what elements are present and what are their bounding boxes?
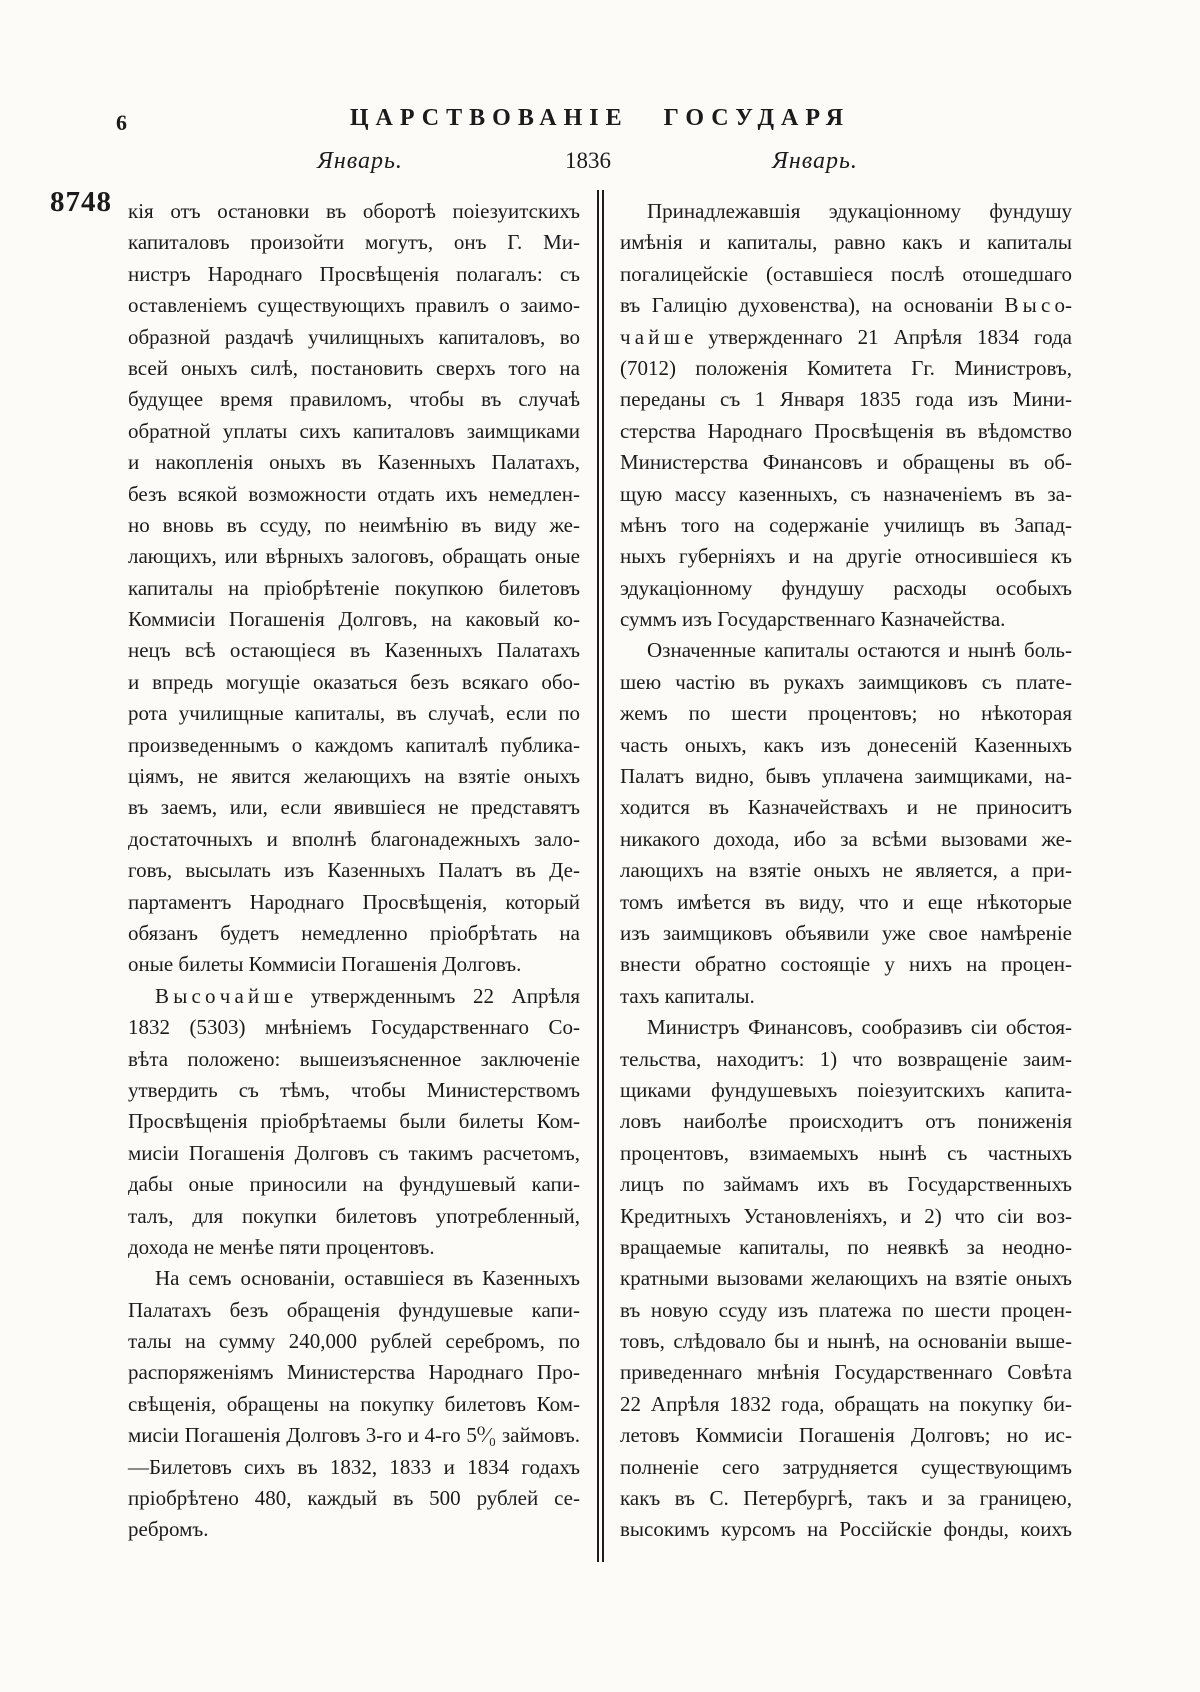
text-line: лающихъ на взятіе оныхъ не является, а при-	[620, 858, 1072, 883]
text-line: ребромъ.	[128, 1517, 209, 1542]
text-line: лицъ по займамъ ихъ въ Государственныхъ	[620, 1172, 1072, 1197]
text-line: въ Галицію духовенства), на основаніи В ы с о-	[620, 293, 1072, 318]
text-line: дабы оные приносили на фундушевый капи-	[128, 1172, 580, 1197]
text-line: Министерства Финансовъ и обращены въ об-	[620, 450, 1072, 475]
text-line: образной раздачѣ училищныхъ капиталовъ, во	[128, 324, 580, 349]
text-line: щую массу казенныхъ, съ назначеніемъ въ за-	[620, 481, 1072, 506]
text-line: капиталовъ произойти могутъ, онъ Г. Ми-	[128, 230, 580, 255]
text-line: мисіи Погашенія Долговъ 3-го и 4-го 5⁰⁄₀ займовъ.	[128, 1423, 580, 1448]
text-line: приведеннаго мнѣнія Государственнаго Совѣта	[620, 1360, 1072, 1385]
text-line: нистръ Народнаго Просвѣщенія полагалъ: съ	[128, 261, 580, 286]
text-line: кратными вызовами желающихъ на взятіе оныхъ	[620, 1266, 1072, 1291]
running-title: ЦАРСТВОВАНІЕ ГОСУДАРЯ	[349, 105, 851, 131]
text-line: 1832 (5303) мнѣніемъ Государственнаго Со-	[128, 1015, 580, 1040]
left-column-text	[128, 196, 580, 1546]
text-line: томъ имѣется въ виду, что и еще нѣкоторые	[620, 889, 1072, 914]
right-column-text	[620, 196, 1072, 1546]
text-line: утвердить съ тѣмъ, чтобы Министерствомъ	[128, 1077, 580, 1102]
text-line: въ заемъ, или, если явившіеся не представятъ	[128, 795, 580, 820]
text-line: имѣнія и капиталы, равно какъ и капиталы	[620, 230, 1072, 255]
text-line: ходится въ Казначействахъ и не приноситъ	[620, 795, 1072, 820]
text-line: оставленіемъ существующихъ правилъ о заимо-	[128, 293, 580, 318]
text-line: но вновь въ ссуду, по неимѣнію въ виду же-	[128, 512, 580, 537]
text-line: распоряженіямъ Министерства Народнаго Про-	[128, 1360, 580, 1385]
text-line: внести обратно состоящіе у нихъ на процен-	[620, 952, 1072, 977]
text-line: ціямъ, не явится желающихъ на взятіе оныхъ	[128, 764, 580, 789]
text-line: жемъ по шести процентовъ; но нѣкоторая	[620, 701, 1072, 726]
text-line: В ы с о ч а й ш е утвержденнымъ 22 Апрѣля	[155, 983, 580, 1008]
text-line: Коммисіи Погашенія Долговъ, на каковый ко-	[128, 607, 580, 632]
text-line: эдукаціонному фундушу расходы особыхъ	[620, 575, 1072, 600]
text-line: нецъ всѣ остающіеся въ Казенныхъ Палатахъ	[128, 638, 580, 663]
text-line: ныхъ губерніяхъ и на другіе относившіеся къ	[620, 544, 1072, 569]
text-line: Означенные капиталы остаются и нынѣ боль-	[647, 638, 1072, 663]
text-line: высокимъ курсомъ на Россійскіе фонды, коихъ	[620, 1517, 1072, 1542]
text-line: изъ заимщиковъ объявили уже свое намѣреніе	[620, 920, 1072, 945]
text-line: суммъ изъ Государственнаго Казначейства.	[620, 607, 1006, 632]
text-line: оные билеты Коммисіи Погашенія Долговъ.	[128, 952, 522, 977]
text-line: вѣта положено: вышеизъясненное заключеніе	[128, 1046, 580, 1071]
text-line: Кредитныхъ Установленіяхъ, и 2) что сіи воз-	[620, 1203, 1072, 1228]
text-line: товъ, слѣдовало бы и нынѣ, на основаніи выше-	[620, 1329, 1072, 1354]
text-line: погалицейскіе (оставшіеся послѣ отошедшаго	[620, 261, 1072, 286]
text-line: рота училищные капиталы, въ случаѣ, если по	[128, 701, 580, 726]
text-line: процентовъ, взимаемыхъ нынѣ съ частныхъ	[620, 1140, 1072, 1165]
text-line: мисіи Погашенія Долговъ съ такимъ расчетомъ,	[128, 1140, 580, 1165]
text-line: Принадлежавшія эдукаціонному фундушу	[647, 199, 1072, 223]
text-line: обязанъ будетъ немедленно пріобрѣтать на	[128, 920, 580, 945]
text-line: произведеннымъ о каждомъ капиталѣ публика-	[128, 732, 580, 757]
text-line: переданы съ 1 Января 1835 года изъ Мини-	[620, 387, 1072, 412]
text-line: вращаемые капиталы, по неявкѣ за неодно-	[620, 1234, 1072, 1259]
text-line: На семъ основаніи, оставшіеся въ Казенныхъ	[155, 1266, 580, 1291]
text-line: часть оныхъ, какъ изъ донесеній Казенныхъ	[620, 732, 1072, 757]
text-line: пріобрѣтено 480, каждый въ 500 рублей се-	[128, 1486, 580, 1511]
text-line: будущее время правиломъ, чтобы въ случаѣ	[128, 387, 580, 412]
month-label-right: Январь.	[772, 148, 858, 174]
text-line: стерства Народнаго Просвѣщенія въ вѣдомство	[620, 418, 1072, 443]
text-line: —Билетовъ сихъ въ 1832, 1833 и 1834 годахъ	[128, 1454, 580, 1479]
text-line: Палатахъ безъ обращенія фундушевые капи-	[128, 1297, 580, 1322]
text-line: Министръ Финансовъ, сообразивъ сіи обстоя-	[647, 1015, 1072, 1040]
page-number: 6	[116, 110, 127, 135]
column-divider	[597, 190, 604, 1562]
text-line: летовъ Коммисіи Погашенія Долговъ; но ис-	[620, 1423, 1072, 1448]
text-line: талы на сумму 240,000 рублей серебромъ, по	[128, 1329, 580, 1354]
text-line: тахъ капиталы.	[620, 983, 755, 1008]
text-line: щиками фундушевыхъ поіезуитскихъ капита-	[620, 1077, 1072, 1102]
text-line: мѣнъ того на содержаніе училищъ въ Запад-	[620, 512, 1072, 537]
text-line: дохода не менѣе пяти процентовъ.	[128, 1234, 435, 1259]
text-line: всей оныхъ силѣ, постановить сверхъ того на	[128, 355, 580, 380]
text-line: партаментъ Народнаго Просвѣщенія, который	[128, 889, 580, 914]
year-label: 1836	[565, 148, 611, 173]
text-line: капиталы на пріобрѣтеніе покупкою билетовъ	[128, 575, 580, 600]
text-line: ловъ наиболѣе происходитъ отъ пониженія	[620, 1109, 1072, 1134]
text-line: свѣщенія, обращены на покупку билетовъ Ком-	[128, 1391, 580, 1416]
text-line: безъ всякой возможности отдать ихъ немедлен-	[128, 481, 580, 506]
text-line: говъ, высылать изъ Казенныхъ Палатъ въ Де-	[128, 858, 580, 883]
text-line: Просвѣщенія пріобрѣтаемы были билеты Ком-	[128, 1109, 580, 1134]
month-label-left: Январь.	[317, 148, 403, 174]
text-line: талъ, для покупки билетовъ употребленный,	[128, 1203, 580, 1228]
text-line: въ новую ссуду изъ платежа по шести процен-	[620, 1297, 1072, 1322]
text-line: кія отъ остановки въ оборотѣ поіезуитскихъ	[128, 199, 580, 223]
text-line: достаточныхъ и вполнѣ благонадежныхъ зало-	[128, 826, 580, 851]
text-line: полненіе сего затрудняется существующимъ	[620, 1454, 1072, 1479]
text-line: обратной уплаты сихъ капиталовъ заимщиками	[128, 418, 580, 443]
text-line: ч а й ш е утвержденнаго 21 Апрѣля 1834 года	[620, 324, 1072, 349]
text-line: шею частію въ рукахъ заимщиковъ съ плате-	[620, 669, 1072, 694]
text-line: тельства, находитъ: 1) что возвращеніе заим-	[620, 1046, 1072, 1071]
text-line: Палатъ видно, бывъ уплачена заимщиками, на-	[620, 764, 1072, 789]
text-line: (7012) положенія Комитета Гг. Министровъ,	[620, 355, 1072, 380]
text-line: и накопленія оныхъ въ Казенныхъ Палатахъ,	[128, 450, 580, 475]
text-line: никакого дохода, ибо за всѣми вызовами же-	[620, 826, 1072, 851]
text-line: и впредь могущіе оказаться безъ всякаго обо-	[128, 669, 580, 694]
text-line: какъ въ С. Петербургѣ, такъ и за границею,	[620, 1486, 1072, 1511]
act-number: 8748	[50, 186, 112, 218]
text-line: лающихъ, или вѣрныхъ залоговъ, обращать оные	[128, 544, 580, 569]
text-line: 22 Апрѣля 1832 года, обращать на покупку би-	[620, 1391, 1072, 1416]
